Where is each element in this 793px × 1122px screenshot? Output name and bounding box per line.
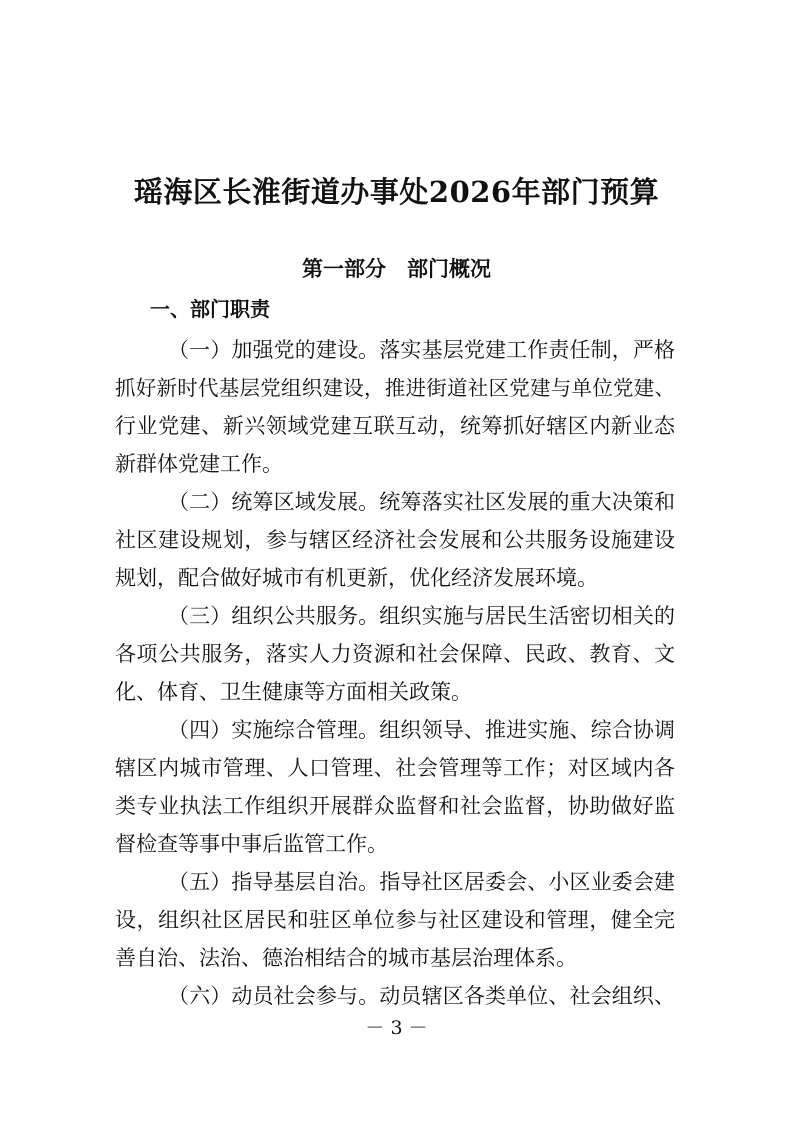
paragraph-line: 类专业执法工作组织开展群众监督和社会监督，协助做好监 <box>115 794 675 818</box>
part-title: 第一部分 部门概况 <box>302 257 491 281</box>
paragraph-line: （六）动员社会参与。动员辖区各类单位、社会组织、 <box>168 984 675 1008</box>
paragraph-line: 督检查等事中事后监管工作。 <box>115 832 388 856</box>
paragraph-line: （五）指导基层自治。指导社区居委会、小区业委会建 <box>168 870 675 894</box>
section-heading: 一、部门职责 <box>150 297 270 321</box>
paragraph-line: 善自治、法治、德治相结合的城市基层治理体系。 <box>115 946 577 970</box>
paragraph-line: 辖区内城市管理、人口管理、社会管理等工作；对区域内各 <box>115 756 675 780</box>
paragraph-line: 社区建设规划，参与辖区经济社会发展和公共服务设施建设 <box>115 528 675 552</box>
page-number: － 3 － <box>365 1017 428 1039</box>
paragraph-line: （二）统筹区域发展。统筹落实社区发展的重大决策和 <box>168 490 675 514</box>
paragraph-line: （三）组织公共服务。组织实施与居民生活密切相关的 <box>168 604 675 628</box>
paragraph-line: （一）加强党的建设。落实基层党建工作责任制，严格 <box>168 338 675 362</box>
paragraph-line: 抓好新时代基层党组织建设，推进街道社区党建与单位党建、 <box>115 376 675 400</box>
paragraph-line: 设，组织社区居民和驻区单位参与社区建设和管理，健全完 <box>115 908 675 932</box>
paragraph-line: 化、体育、卫生健康等方面相关政策。 <box>115 680 472 704</box>
document-title: 瑶海区长淮街道办事处2026年部门预算 <box>133 175 660 209</box>
paragraph-line: （四）实施综合管理。组织领导、推进实施、综合协调 <box>168 718 675 742</box>
paragraph-line: 各项公共服务，落实人力资源和社会保障、民政、教育、文 <box>115 642 675 666</box>
paragraph-line: 规划，配合做好城市有机更新，优化经济发展环境。 <box>115 566 598 590</box>
paragraph-line: 行业党建、新兴领域党建互联互动，统筹抓好辖区内新业态 <box>115 414 675 438</box>
paragraph-line: 新群体党建工作。 <box>115 452 283 476</box>
